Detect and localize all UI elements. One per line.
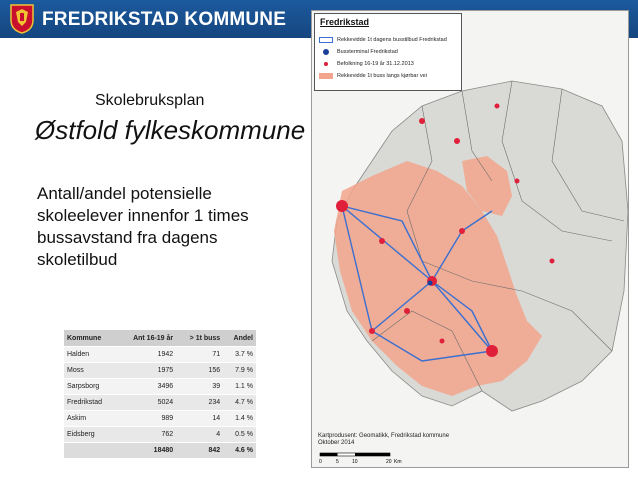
column-header: > 1t buss: [176, 330, 223, 347]
table-cell: 234: [176, 395, 223, 411]
table-cell: 14: [176, 411, 223, 427]
map-legend: [314, 13, 462, 91]
small-dot-icon: [324, 62, 328, 66]
scale-label: 5: [336, 459, 339, 465]
table-row: [64, 347, 256, 363]
legend-label: Rekkevidde 1t dagens busstilbud Fredrikstad: [337, 37, 447, 43]
slide-title: Østfold fylkeskommune: [35, 115, 306, 145]
table-cell: Halden: [64, 347, 117, 363]
table-cell: 3.7 %: [223, 347, 256, 363]
table-cell: 3496: [117, 379, 176, 395]
table-row: [64, 395, 256, 411]
table-cell: 1.1 %: [223, 379, 256, 395]
column-header: Kommune: [64, 330, 117, 347]
table-cell: 5024: [117, 395, 176, 411]
legend-item-terminal: [319, 48, 461, 56]
table-cell: Askim: [64, 411, 117, 427]
scale-unit: Km: [394, 459, 402, 465]
scale-label: 20: [386, 459, 392, 465]
scale-label: 0: [319, 459, 322, 465]
credit-date: Oktober 2014: [318, 440, 355, 446]
fill-swatch-icon: [319, 73, 333, 79]
table-cell: [64, 443, 117, 459]
table-row: [64, 379, 256, 395]
column-header: Andel: [223, 330, 256, 347]
table-cell: Eidsberg: [64, 427, 117, 443]
table-cell: 18480: [117, 443, 176, 459]
table-row: [64, 363, 256, 379]
table-cell: Sarpsborg: [64, 379, 117, 395]
stats-table: [64, 330, 256, 459]
table-cell: 71: [176, 347, 223, 363]
table-cell: 842: [176, 443, 223, 459]
legend-item-reach-vei: [319, 72, 461, 80]
table-row: [64, 411, 256, 427]
legend-item-population: [319, 60, 461, 68]
legend-item-reach-busstilbud: [319, 36, 461, 44]
legend-label: Bussterminal Fredrikstad: [337, 49, 398, 55]
legend-label: Rekkevidde 1t buss langs kjørbar vei: [337, 73, 427, 79]
table-row: [64, 427, 256, 443]
table-cell: 1975: [117, 363, 176, 379]
table-cell: Fredrikstad: [64, 395, 117, 411]
scale-bar: [318, 451, 408, 465]
table-cell: 4: [176, 427, 223, 443]
table-cell: 0.5 %: [223, 427, 256, 443]
table-cell: 762: [117, 427, 176, 443]
legend-title: Fredrikstad: [320, 17, 370, 27]
column-header: Ant 16-19 år: [117, 330, 176, 347]
legend-label: Befolkning 16-19 år 31.12.2013: [337, 61, 414, 67]
table-cell: 4.6 %: [223, 443, 256, 459]
map-credit: [318, 433, 449, 447]
map-panel: [311, 10, 629, 468]
dot-icon: [323, 49, 329, 55]
table-cell: 156: [176, 363, 223, 379]
coat-of-arms-icon: [10, 4, 34, 34]
table-header-row: [64, 330, 256, 347]
table-cell: 1.4 %: [223, 411, 256, 427]
outline-swatch-icon: [319, 37, 333, 43]
table-cell: 1942: [117, 347, 176, 363]
slide-subtitle: Skolebruksplan: [95, 92, 205, 109]
credit-producer: Kartprodusent: Geomatikk, Fredrikstad kommune: [318, 433, 450, 439]
table-cell: 989: [117, 411, 176, 427]
bus-terminal-marker: [428, 281, 433, 286]
slide-description: Antall/andel potensielle skoleelever innenfor 1 times bussavstand fra dagens skoletilbud: [37, 184, 249, 269]
brand-name: FREDRIKSTAD KOMMUNE: [42, 9, 287, 30]
table-cell: 7.9 %: [223, 363, 256, 379]
table-total-row: [64, 443, 256, 459]
table-cell: 39: [176, 379, 223, 395]
table-cell: Moss: [64, 363, 117, 379]
scale-label: 10: [352, 459, 358, 465]
table-cell: 4.7 %: [223, 395, 256, 411]
